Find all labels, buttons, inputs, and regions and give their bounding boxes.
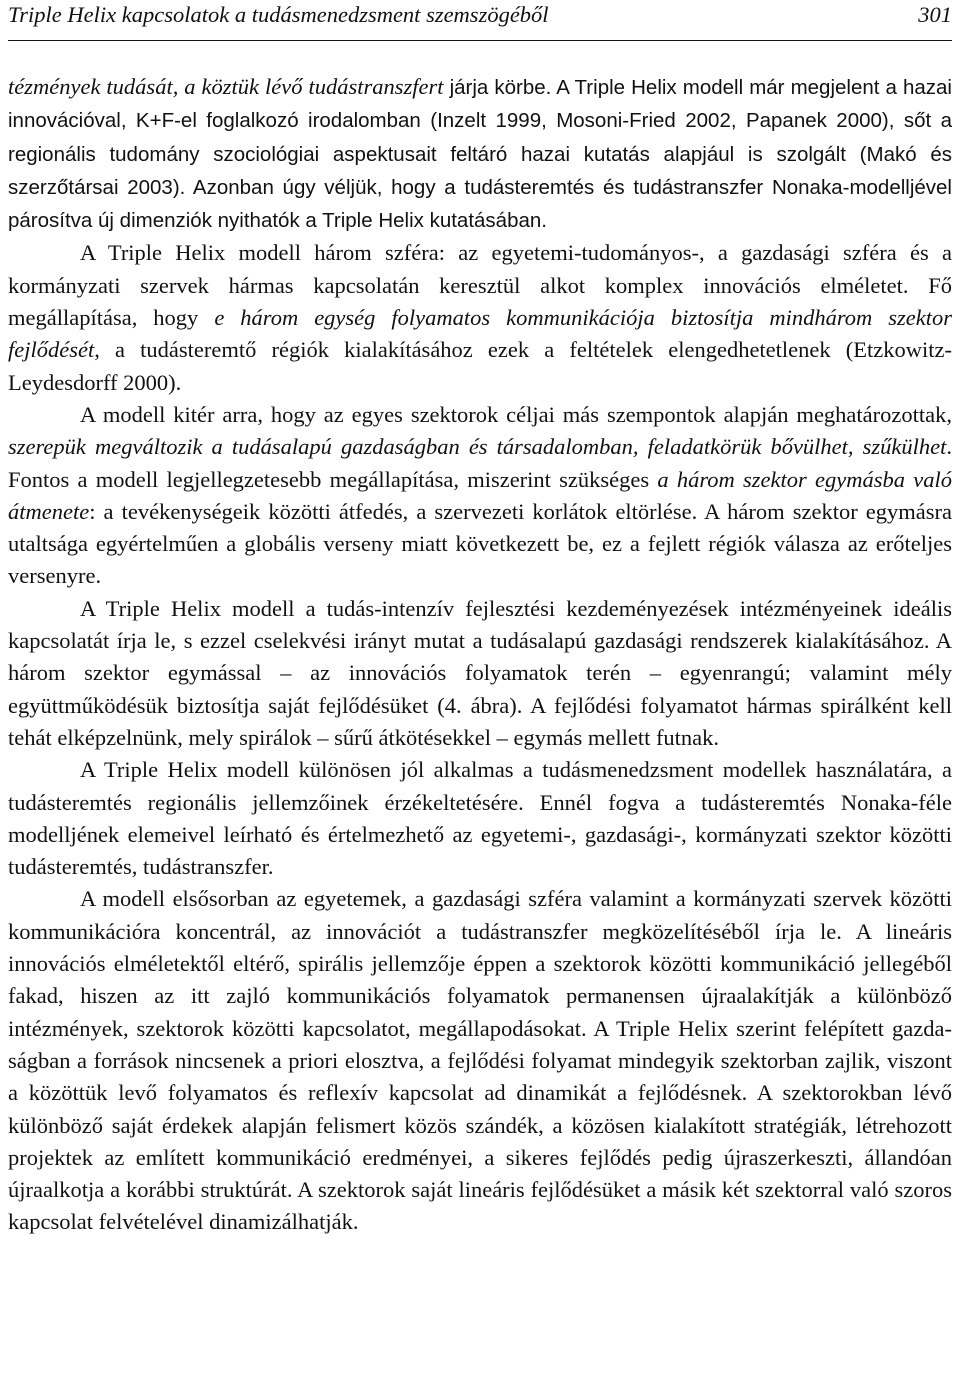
italic-text-run: tézmények tudását, a köztük lévő tudástranszfert xyxy=(8,74,444,99)
text-run: A Triple Helix modell különösen jól alkalmas a tudásmenedzsment modellek használatára, a tudásteremtés regionális jellemzőinek érzékeltetésére. Ennél fogva a tudásteremtés Nonaka-féle modelljének elemeivel leírható és értelmezhető az egyetemi-, gazdasági-, kormányzati szektor közötti tudásteremtés, tudástranszfer. xyxy=(8,757,952,880)
running-title: Triple Helix kapcsolatok a tudásmenedzsment szemszögéből xyxy=(8,2,549,27)
text-run: : a tevékenységeik közötti átfedés, a szervezeti korlátok eltörlése. A három szektor egymásra utaltsága egyértelműen a globális verseny miatt következett be, ez a fejlett régiók válasza az erőteljes versenyre. xyxy=(8,498,952,589)
italic-text-run: a három szektor egymásba való átmenete xyxy=(8,466,952,524)
text-run: A modell elsősorban az egyetemek, a gazdasági szféra valamint a kormányzati szervek közötti kommunikációra koncentrál, az innovációt a tudástranszfer megközelítéséből írja le. A lineáris innovációs elméletektől eltérő, spirális jellemzője éppen a szektorok közötti kommunikáció jellegéből fakad, hiszen az itt zajló kommunikációs folyamatok permanensen újraalakítják a különböző intézmények, szektorok közötti kapcsolatot, megállapodásokat. A Triple Helix szerint felépített gazdaságban a források nincsenek a priori elosztva, a fejlődési folyamat mindegyik szektorban zajlik, viszont a közöttük levő folyamatos és reflexív kapcsolat ad dinamikát a fejlődésnek. A szektorokban lévő különböző saját érdekek alapján felismert közös szándék, a közösen kialakított stratégiák, létrehozott projektek az említett kommunikáció eredményei, a sikeres fejlődés pedig újraszerkeszti, állandóan újraalkotja a korábbi struktúrát. A szektorok saját lineáris fejlődésüket a másik két szektorral való szoros kapcsolat felvételével dinamizálhatják. xyxy=(8,886,952,1235)
paragraph xyxy=(8,593,952,754)
text-run: , a tudásteremtő régiók kialakításához ezek a feltételek elengedhetetlenek (Etzkowitz-Leydesdorff 2000). xyxy=(8,337,952,395)
paragraph xyxy=(8,399,952,593)
document-page xyxy=(8,0,952,1239)
text-run: . Fontos a modell legjellegzetesebb megállapítása, miszerint szükséges xyxy=(8,434,952,492)
page-number: 301 xyxy=(918,2,952,27)
paragraph xyxy=(8,883,952,1238)
paragraph xyxy=(8,754,952,883)
italic-text-run: e három egység folyamatos kommunikációja biztosítja mindhárom szektor fejlődését xyxy=(8,305,952,363)
text-run: A modell kitér arra, hogy az egyes szektorok céljai más szempontok alapján meghatározottak, xyxy=(80,401,952,427)
paragraph xyxy=(8,237,952,398)
running-header xyxy=(8,0,952,41)
paragraph xyxy=(8,71,952,237)
text-run: járja körbe. A Triple Helix modell már megjelent a hazai innovációval, K+F-el foglalkozó irodalomban (Inzelt 1999, Mosoni-Fried 2002, Papanek 2000), sőt a regionális tudomány szociológiai aspektusait feltáró hazai kutatás alapjául is szolgált (Makó és szerzőtársai 2003). Azonban úgy véljük, hogy a tudásteremtés és tudástranszfer Nonaka-modelljével párosítva új dimenziók nyithatók a Triple Helix kutatásában. xyxy=(8,76,952,233)
text-run: A Triple Helix modell a tudás-intenzív fejlesztési kezdeményezések intézményeinek ideális kapcsolatát írja le, s ezzel cselekvési irányt mutat a tudásalapú gazdasági rendszerek kialakításához. A három szektor egymással – az innovációs folyamatok terén – egyenrangú; valamint mély együttműködésük biztosítja saját fejlődésüket (4. ábra). A fejlődési folyamatot hármas spirálként kell tehát elképzelnünk, mely spirálok – sűrű átkötésekkel – egymás mellett futnak. xyxy=(8,595,952,750)
italic-text-run: szerepük megváltozik a tudásalapú gazdaságban és társadalomban, feladatkörük bővülhet, szűkülhet xyxy=(8,434,947,460)
body-text xyxy=(8,71,952,1239)
text-run: A Triple Helix modell három szféra: az egyetemi-tudományos-, a gazdasági szféra és a kormányzati szervek hármas kapcsolatán keresztül alkot komplex innovációs elméletet. Fő megállapítása, hogy xyxy=(8,240,952,331)
